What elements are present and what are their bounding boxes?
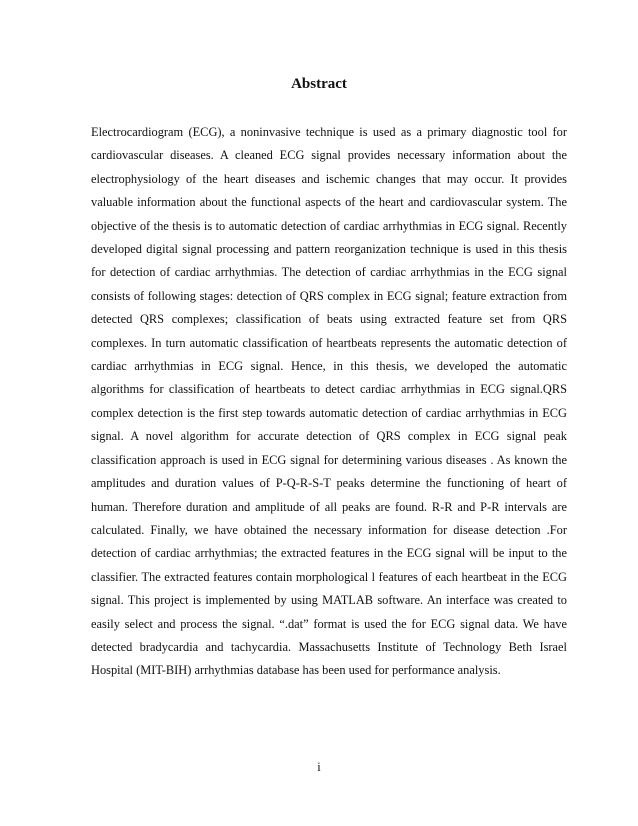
page-title: Abstract	[291, 76, 347, 92]
abstract-paragraph: Electrocardiogram (ECG), a noninvasive technique is used as a primary diagnostic tool for cardiovascular diseases. A cleaned ECG signal provides necessary information about the electrophysiology of the heart diseases and ischemic changes that may occur. It provides valuable information about the functional aspects of the heart and cardiovascular system. The objective of the thesis is to automatic detection of cardiac arrhythmias in ECG signal. Recently developed digital signal processing and pattern reorganization technique is used in this thesis for detection of cardiac arrhythmias. The detection of cardiac arrhythmias in the ECG signal consists of following stages: detection of QRS complex in ECG signal; feature extraction from detected QRS complexes; classification of beats using extracted feature set from QRS complexes. In turn automatic classification of heartbeats represents the automatic detection of cardiac arrhythmias in ECG signal. Hence, in this thesis, we developed the automatic algorithms for classification of heartbeats to detect cardiac arrhythmias in ECG signal.QRS complex detection is the first step towards automatic detection of cardiac arrhythmias in ECG signal. A novel algorithm for accurate detection of QRS complex in ECG signal peak classification approach is used in ECG signal for determining various diseases . As known the amplitudes and duration values of P-Q-R-S-T peaks determine the functioning of heart of human. Therefore duration and amplitude of all peaks are found. R-R and P-R intervals are calculated. Finally, we have obtained the necessary information for disease detection .For detection of cardiac arrhythmias; the extracted features in the ECG signal will be input to the classifier. The extracted features contain morphological l features of each heartbeat in the ECG signal. This project is implemented by using MATLAB software. An interface was created to easily select and process the signal. “.dat” format is used the for ECG signal data. We have detected bradycardia and tachycardia. Massachusetts Institute of Technology Beth Israel Hospital (MIT-BIH) arrhythmias database has been used for performance analysis.	[91, 125, 567, 678]
page-number: i	[317, 760, 321, 774]
